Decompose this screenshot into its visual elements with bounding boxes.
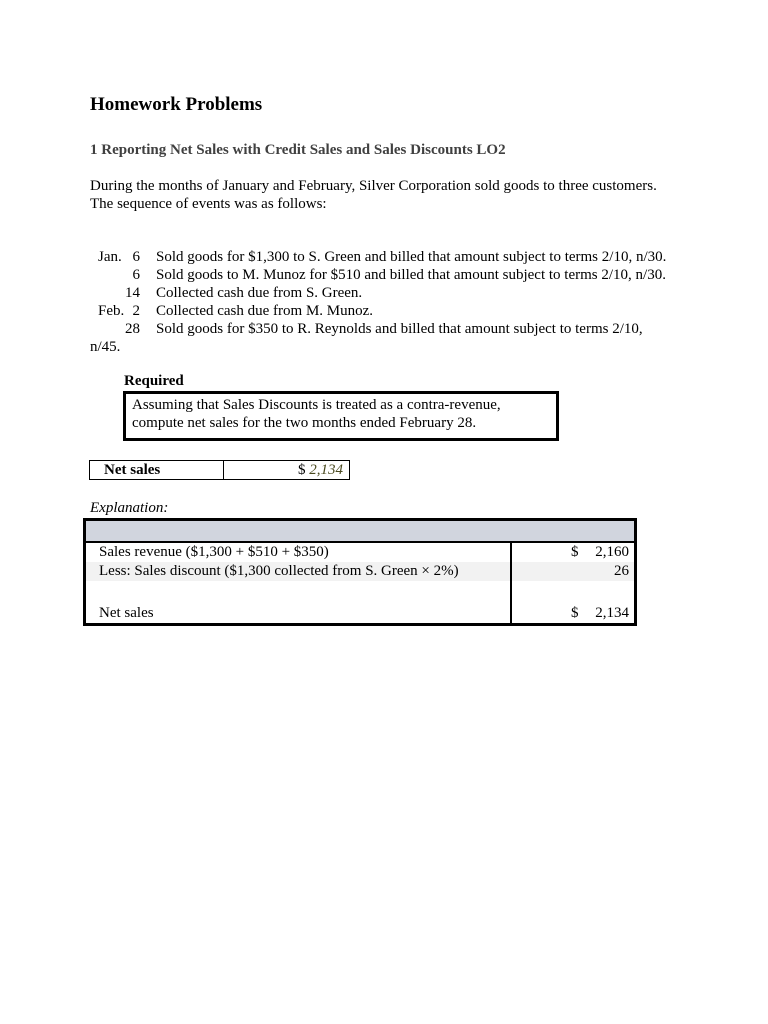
explanation-total-row xyxy=(86,604,634,623)
event-text: Sold goods for $350 to R. Reynolds and billed that amount subject to terms 2/10, xyxy=(156,321,643,337)
answer-label: Net sales xyxy=(90,461,224,480)
explanation-row-blank xyxy=(86,581,634,604)
answer-table xyxy=(89,460,350,480)
explanation-label: Explanation: xyxy=(90,500,169,516)
explanation-amount: 2,134 xyxy=(595,605,629,621)
explanation-dollar: $ xyxy=(571,544,579,560)
event-month: Jan. xyxy=(98,249,122,265)
explanation-desc: Sales revenue ($1,300 + $510 + $350) xyxy=(99,544,329,560)
problem-intro xyxy=(90,177,690,213)
explanation-amount-cell xyxy=(510,604,634,623)
event-text-continued: n/45. xyxy=(90,339,121,355)
required-label: Required xyxy=(124,373,184,389)
event-item xyxy=(90,266,690,284)
event-text: Sold goods for $1,300 to S. Green and billed that amount subject to terms 2/10, n/30. xyxy=(156,249,667,265)
event-text: Sold goods to M. Munoz for $510 and billed that amount subject to terms 2/10, n/30. xyxy=(156,267,666,283)
problem-heading: 1 Reporting Net Sales with Credit Sales and Sales Discounts LO2 xyxy=(90,142,506,158)
event-day: 28 xyxy=(125,321,140,337)
event-list xyxy=(90,248,690,356)
explanation-row xyxy=(86,562,634,581)
required-instructions-box xyxy=(123,391,559,441)
required-line-1: Assuming that Sales Discounts is treated as a contra-revenue, xyxy=(132,397,501,413)
explanation-amount-cell xyxy=(510,562,634,581)
answer-currency: $ xyxy=(298,461,306,478)
explanation-amount: 2,160 xyxy=(595,544,629,560)
answer-input-cell[interactable] xyxy=(224,461,350,480)
event-item xyxy=(90,284,690,302)
required-line-2: compute net sales for the two months ended February 28. xyxy=(132,415,477,431)
page-title: Homework Problems xyxy=(90,94,263,115)
event-wrap-line xyxy=(90,338,690,356)
explanation-table xyxy=(83,518,637,626)
event-item xyxy=(90,248,690,266)
explanation-row xyxy=(86,543,634,562)
event-day: 6 xyxy=(132,267,140,283)
event-day: 2 xyxy=(132,303,140,319)
event-item xyxy=(90,302,690,320)
event-text: Collected cash due from S. Green. xyxy=(156,285,363,301)
explanation-amount-cell xyxy=(510,581,634,604)
explanation-dollar: $ xyxy=(571,605,579,621)
explanation-amount: 26 xyxy=(614,563,629,579)
intro-line-1: During the months of January and February, Silver Corporation sold goods to three customers. xyxy=(90,178,657,194)
intro-line-2: The sequence of events was as follows: xyxy=(90,196,327,212)
explanation-desc: Net sales xyxy=(99,605,154,621)
answer-row xyxy=(90,461,350,480)
event-day: 6 xyxy=(132,249,140,265)
answer-value[interactable]: 2,134 xyxy=(309,461,343,478)
explanation-amount-cell xyxy=(510,543,634,562)
explanation-table-header xyxy=(86,521,634,543)
event-item xyxy=(90,320,690,338)
event-day: 14 xyxy=(125,285,140,301)
event-month: Feb. xyxy=(98,303,125,319)
event-text: Collected cash due from M. Munoz. xyxy=(156,303,374,319)
explanation-desc: Less: Sales discount ($1,300 collected from S. Green × 2%) xyxy=(99,563,459,579)
